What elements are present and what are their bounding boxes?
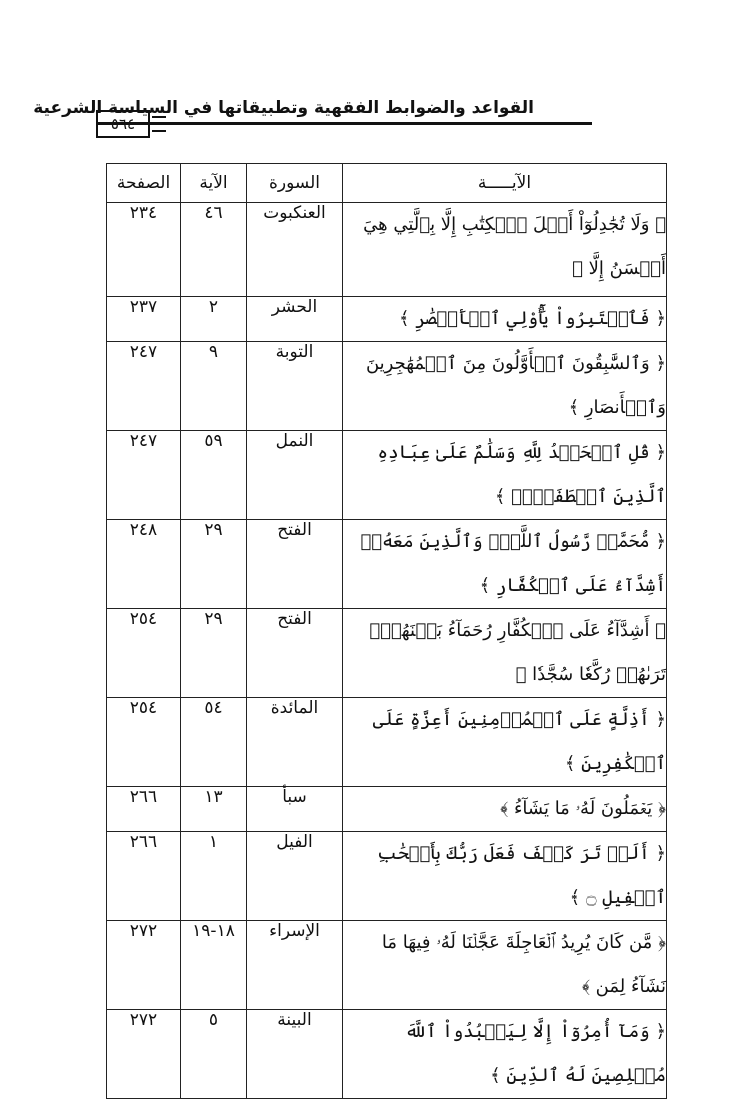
ayah-cell: ١ bbox=[181, 832, 247, 921]
column-header-surah: السورة bbox=[247, 164, 343, 203]
ayah-cell: ١٣ bbox=[181, 787, 247, 832]
verse-cell: ﴿ وَلَا تُجَٰدِلُوٓاْ أَهۡلَ ٱلۡكِتَٰبِ إِلَّا بِٱلَّتِي هِيَ أَحۡسَنُ إِلَّا ﴾ bbox=[343, 203, 667, 297]
verse-cell: ﴿ مُّحَمَّدٞ رَّسُولُ ٱللَّهِۚ وَٱلَّذِينَ مَعَهُۥٓ أَشِدَّآءُ عَلَى ٱلۡكُفَّارِ ﴾ bbox=[343, 520, 667, 609]
table-row bbox=[107, 297, 667, 342]
ayah-cell: ٤٦ bbox=[181, 203, 247, 297]
verse-cell: ﴿ وَمَآ أُمِرُوٓاْ إِلَّا لِيَعۡبُدُواْ ٱللَّهَ مُخۡلِصِينَ لَهُ ٱلدِّينَ ﴾ bbox=[343, 1010, 667, 1099]
page-cell: ٢٤٧ bbox=[107, 431, 181, 520]
surah-cell: التوبة bbox=[247, 342, 343, 431]
surah-cell: النمل bbox=[247, 431, 343, 520]
column-header-verse: الآيـــــة bbox=[343, 164, 667, 203]
verse-cell: ﴿ يَعۡمَلُونَ لَهُۥ مَا يَشَآءُ ﴾ bbox=[343, 787, 667, 832]
surah-cell: الحشر bbox=[247, 297, 343, 342]
surah-cell: العنكبوت bbox=[247, 203, 343, 297]
verse-cell: ﴿ أَشِدَّآءُ عَلَى ٱلۡكُفَّارِ رُحَمَآءُ بَيۡنَهُمۡۖ تَرَىٰهُمۡ رُكَّعٗا سُجَّدٗا ﴾ bbox=[343, 609, 667, 698]
verse-cell: ﴿ أَلَمۡ تَرَ كَيۡفَ فَعَلَ رَبُّكَ بِأَصۡحَٰبِ ٱلۡفِيلِ ۝ ﴾ bbox=[343, 832, 667, 921]
ayah-cell: ٩ bbox=[181, 342, 247, 431]
ayah-cell: ٢٩ bbox=[181, 609, 247, 698]
page-cell: ٢٥٤ bbox=[107, 609, 181, 698]
ayah-cell: ١٨-١٩ bbox=[181, 921, 247, 1010]
page-cell: ٢٣٧ bbox=[107, 297, 181, 342]
page-cell: ٢٧٢ bbox=[107, 1010, 181, 1099]
table-row bbox=[107, 698, 667, 787]
column-header-ayah: الآية bbox=[181, 164, 247, 203]
table-row bbox=[107, 431, 667, 520]
surah-cell: الفيل bbox=[247, 832, 343, 921]
table-row bbox=[107, 520, 667, 609]
table-row bbox=[107, 787, 667, 832]
page-cell: ٢٤٨ bbox=[107, 520, 181, 609]
table-row bbox=[107, 832, 667, 921]
page-cell: ٢٥٤ bbox=[107, 698, 181, 787]
page-cell: ٢٦٦ bbox=[107, 787, 181, 832]
verse-cell: ﴿ وَٱلسَّٰبِقُونَ ٱلۡأَوَّلُونَ مِنَ ٱلۡمُهَٰجِرِينَ وَٱلۡأَنصَارِ ﴾ bbox=[343, 342, 667, 431]
verse-cell: ﴿ مَّن كَانَ يُرِيدُ ٱلۡعَاجِلَةَ عَجَّلۡنَا لَهُۥ فِيهَا مَا نَشَآءُ لِمَن ﴾ bbox=[343, 921, 667, 1010]
surah-cell: سبأ bbox=[247, 787, 343, 832]
surah-cell: الفتح bbox=[247, 609, 343, 698]
ayah-cell: ٢ bbox=[181, 297, 247, 342]
ayah-cell: ٥٤ bbox=[181, 698, 247, 787]
page-header bbox=[33, 96, 664, 136]
table-row bbox=[107, 342, 667, 431]
surah-cell: الفتح bbox=[247, 520, 343, 609]
ayah-cell: ٥ bbox=[181, 1010, 247, 1099]
verse-cell: ﴿ فَٱعۡتَبِرُواْ يَٰٓأُوْلِي ٱلۡأَبۡصَٰرِ ﴾ bbox=[343, 297, 667, 342]
page-cell: ٢٦٦ bbox=[107, 832, 181, 921]
surah-cell: المائدة bbox=[247, 698, 343, 787]
running-title: القواعد والضوابط الفقهية وتطبيقاتها في السياسة الشرعية bbox=[33, 98, 534, 118]
ayah-cell: ٥٩ bbox=[181, 431, 247, 520]
surah-cell: البينة bbox=[247, 1010, 343, 1099]
table-header-row bbox=[107, 164, 667, 203]
verse-index-table bbox=[106, 163, 667, 1099]
verse-cell: ﴿ أَذِلَّةٍ عَلَى ٱلۡمُؤۡمِنِينَ أَعِزَّةٍ عَلَى ٱلۡكَٰفِرِينَ ﴾ bbox=[343, 698, 667, 787]
page-cell: ٢٧٢ bbox=[107, 921, 181, 1010]
table-row bbox=[107, 1010, 667, 1099]
table-row bbox=[107, 921, 667, 1010]
page-number: ٥٦٤ bbox=[96, 110, 150, 138]
table-row bbox=[107, 203, 667, 297]
verse-cell: ﴿ قُلِ ٱلۡحَمۡدُ لِلَّهِ وَسَلَٰمٌ عَلَىٰ عِبَادِهِ ٱلَّذِينَ ٱصۡطَفَىٰٓۗ ﴾ bbox=[343, 431, 667, 520]
header-rule bbox=[96, 122, 592, 125]
column-header-page: الصفحة bbox=[107, 164, 181, 203]
ayah-cell: ٢٩ bbox=[181, 520, 247, 609]
surah-cell: الإسراء bbox=[247, 921, 343, 1010]
page-cell: ٢٣٤ bbox=[107, 203, 181, 297]
page-cell: ٢٤٧ bbox=[107, 342, 181, 431]
table-row bbox=[107, 609, 667, 698]
